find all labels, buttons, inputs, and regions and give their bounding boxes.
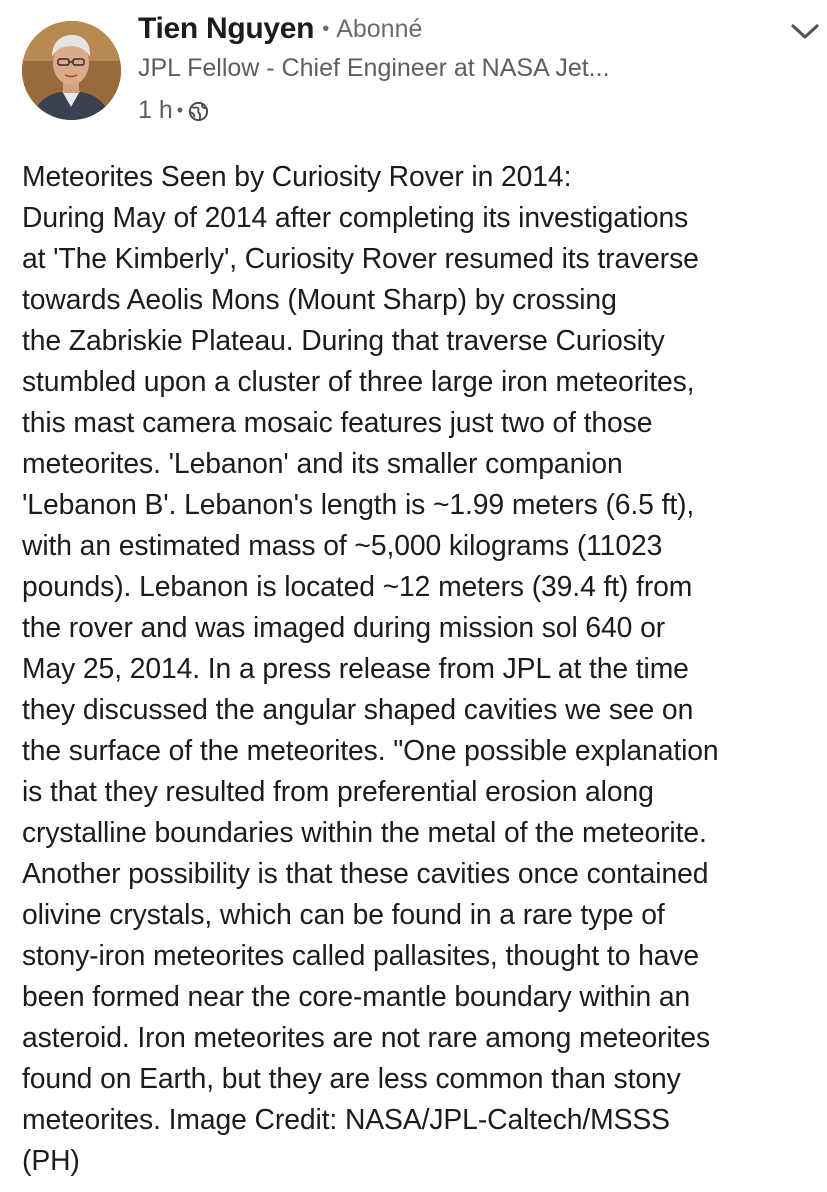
avatar-portrait (22, 21, 121, 120)
post-text-line: Another possibility is that these cavities once contained (22, 857, 709, 889)
author-line (138, 9, 422, 49)
post-text-line: asteroid. Iron meteorites are not rare among meteorites (22, 1021, 711, 1053)
post-text-line: the surface of the meteorites. "One possible explanation (22, 734, 719, 766)
post-text-line: this mast camera mosaic features just two of those (22, 406, 653, 438)
meta-separator: • (176, 99, 184, 120)
post-text-line: pounds). Lebanon is located ~12 meters (39.4 ft) from (22, 570, 693, 602)
post-text-line: Meteorites Seen by Curiosity Rover in 2014: (22, 160, 572, 192)
post-text-line: olivine crystals, which can be found in a rare type of (22, 898, 665, 930)
post-text (22, 156, 822, 1181)
post-text-line: (PH) (22, 1144, 80, 1176)
post-text-line: 'Lebanon B'. Lebanon's length is ~1.99 meters (6.5 ft), (22, 488, 695, 520)
post-text-line: they discussed the angular shaped cavities we see on (22, 693, 694, 725)
post-text-line: is that they resulted from preferential erosion along (22, 775, 654, 807)
post-meta (138, 94, 209, 126)
post-text-line: with an estimated mass of ~5,000 kilograms (11023 (22, 529, 663, 561)
post-text-line: the Zabriskie Plateau. During that traverse Curiosity (22, 324, 665, 356)
post-header (0, 0, 827, 140)
post-text-line: meteorites. 'Lebanon' and its smaller companion (22, 447, 623, 479)
chevron-down-icon[interactable] (790, 20, 820, 42)
post-time: 1 h (138, 95, 173, 124)
author-avatar[interactable] (22, 21, 121, 120)
author-separator: • (322, 17, 330, 40)
post-text-line: During May of 2014 after completing its investigations (22, 201, 689, 233)
post-text-line: at 'The Kimberly', Curiosity Rover resumed its traverse (22, 242, 699, 274)
follow-status: Abonné (336, 14, 423, 43)
post-text-line: found on Earth, but they are less common than stony (22, 1062, 681, 1094)
post-text-line: crystalline boundaries within the metal of the meteorite. (22, 816, 707, 848)
author-name[interactable]: Tien Nguyen (138, 12, 315, 45)
post-text-line: meteorites. Image Credit: NASA/JPL-Caltech/MSSS (22, 1103, 670, 1135)
post-text-line: May 25, 2014. In a press release from JPL at the time (22, 652, 689, 684)
post-text-line: stony-iron meteorites called pallasites, thought to have (22, 939, 700, 971)
post-text-line: towards Aeolis Mons (Mount Sharp) by crossing (22, 283, 617, 315)
globe-icon (188, 100, 209, 121)
post-text-line: the rover and was imaged during mission sol 640 or (22, 611, 666, 643)
post-text-line: been formed near the core-mantle boundary within an (22, 980, 691, 1012)
author-headline: JPL Fellow - Chief Engineer at NASA Jet... (138, 54, 610, 82)
post-text-line: stumbled upon a cluster of three large iron meteorites, (22, 365, 695, 397)
